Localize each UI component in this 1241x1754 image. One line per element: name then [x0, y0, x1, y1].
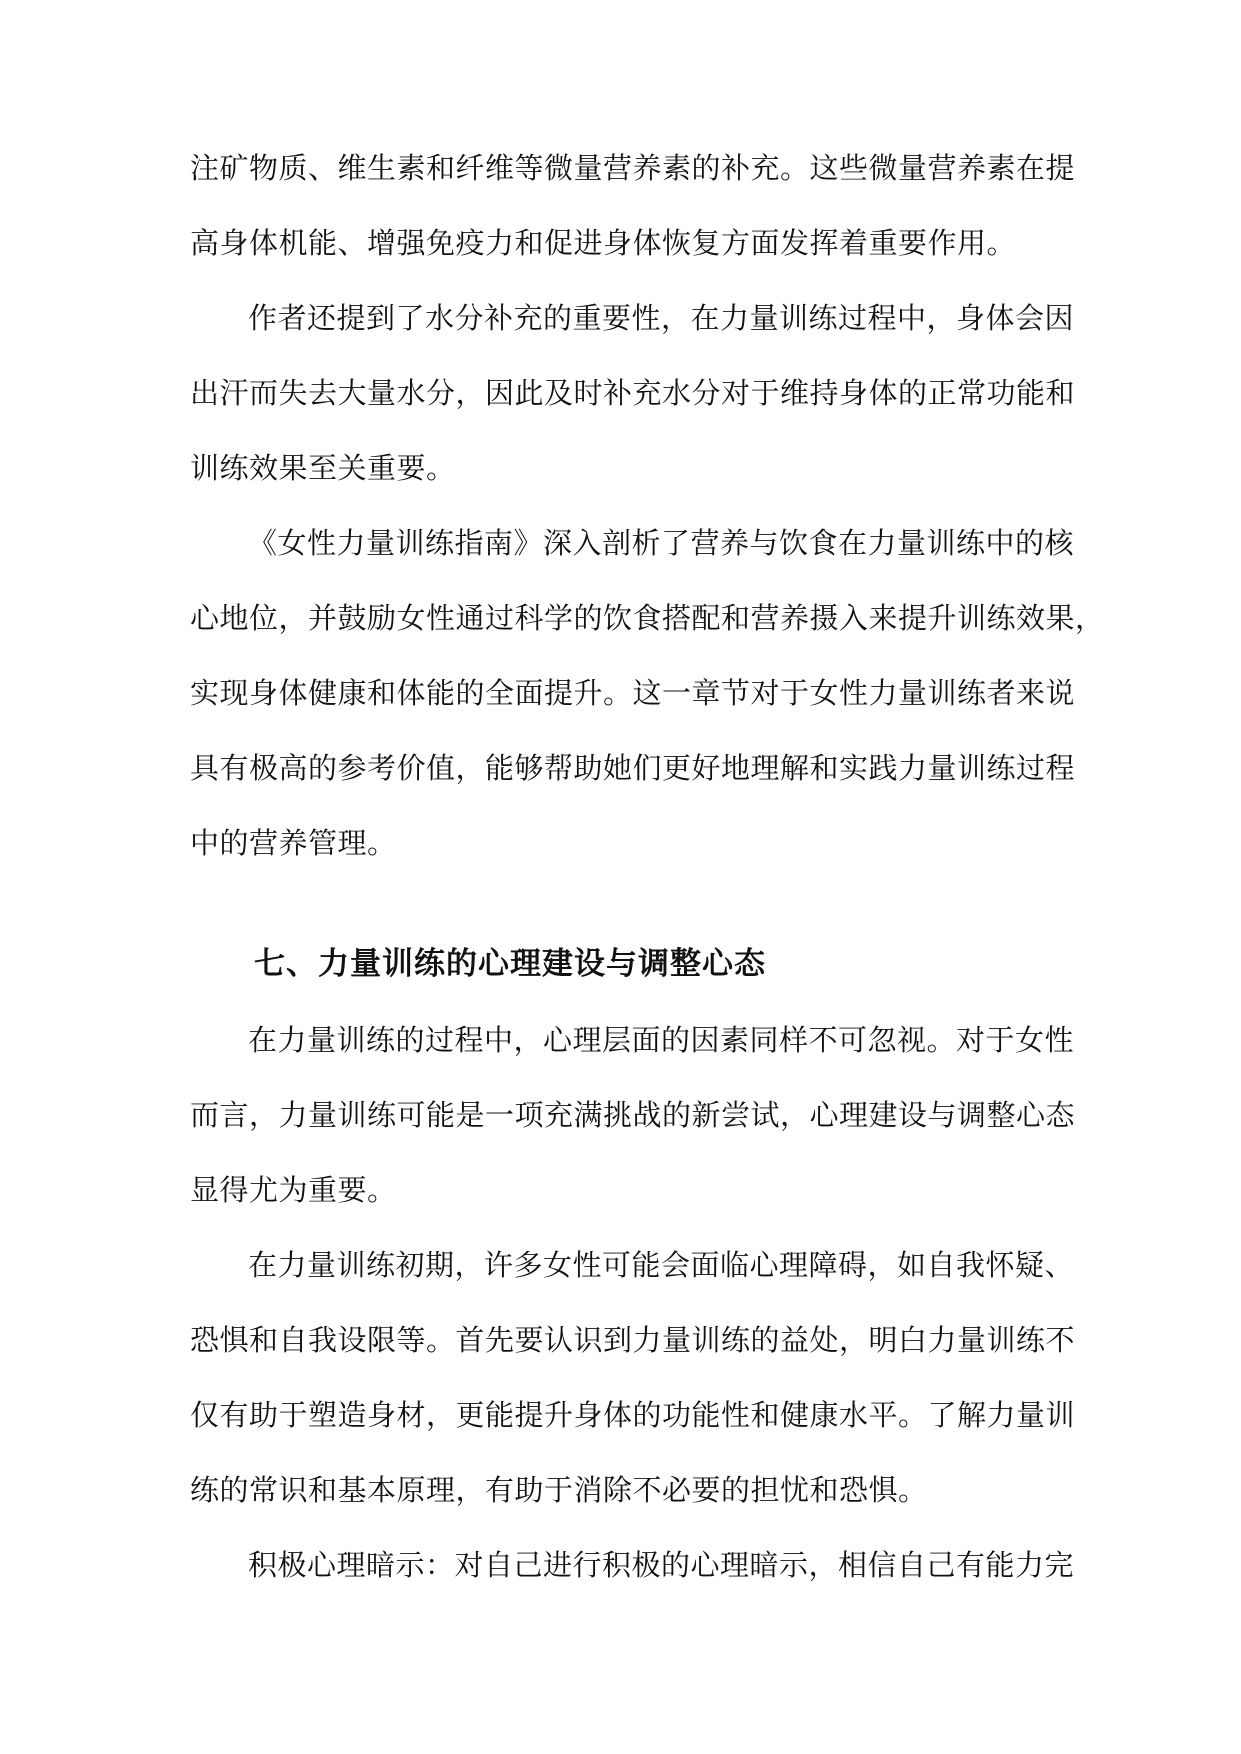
section-heading: 七、力量训练的心理建设与调整心态: [254, 946, 766, 982]
paragraph-line: 显得尤为重要。: [190, 1173, 397, 1207]
paragraph-line: 练的常识和基本原理，有助于消除不必要的担忧和恐惧。: [190, 1473, 928, 1507]
paragraph-line: 训练效果至关重要。: [190, 451, 456, 485]
paragraph-line: 恐惧和自我设限等。首先要认识到力量训练的益处，明白力量训练不: [190, 1323, 1076, 1357]
paragraph-line: 具有极高的参考价值，能够帮助她们更好地理解和实践力量训练过程: [190, 751, 1076, 785]
paragraph-line: 高身体机能、增强免疫力和促进身体恢复方面发挥着重要作用。: [190, 226, 1017, 260]
paragraph-line: 仅有助于塑造身材，更能提升身体的功能性和健康水平。了解力量训: [190, 1398, 1076, 1432]
paragraph-line: 心地位，并鼓励女性通过科学的饮食搭配和营养摄入来提升训练效果，: [190, 601, 1105, 635]
paragraph-line: 作者还提到了水分补充的重要性，在力量训练过程中，身体会因: [248, 301, 1075, 335]
paragraph-line: 积极心理暗示：对自己进行积极的心理暗示，相信自己有能力完: [248, 1548, 1075, 1582]
paragraph-line: 出汗而失去大量水分，因此及时补充水分对于维持身体的正常功能和: [190, 376, 1076, 410]
paragraph-line: 注矿物质、维生素和纤维等微量营养素的补充。这些微量营养素在提: [190, 151, 1076, 185]
paragraph-line: 中的营养管理。: [190, 826, 397, 860]
paragraph-line: 在力量训练初期，许多女性可能会面临心理障碍，如自我怀疑、: [248, 1248, 1075, 1282]
paragraph-line: 在力量训练的过程中，心理层面的因素同样不可忽视。对于女性: [248, 1023, 1075, 1057]
paragraph-line: 《女性力量训练指南》深入剖析了营养与饮食在力量训练中的核: [248, 526, 1075, 560]
paragraph-line: 而言，力量训练可能是一项充满挑战的新尝试，心理建设与调整心态: [190, 1098, 1076, 1132]
paragraph-line: 实现身体健康和体能的全面提升。这一章节对于女性力量训练者来说: [190, 676, 1076, 710]
